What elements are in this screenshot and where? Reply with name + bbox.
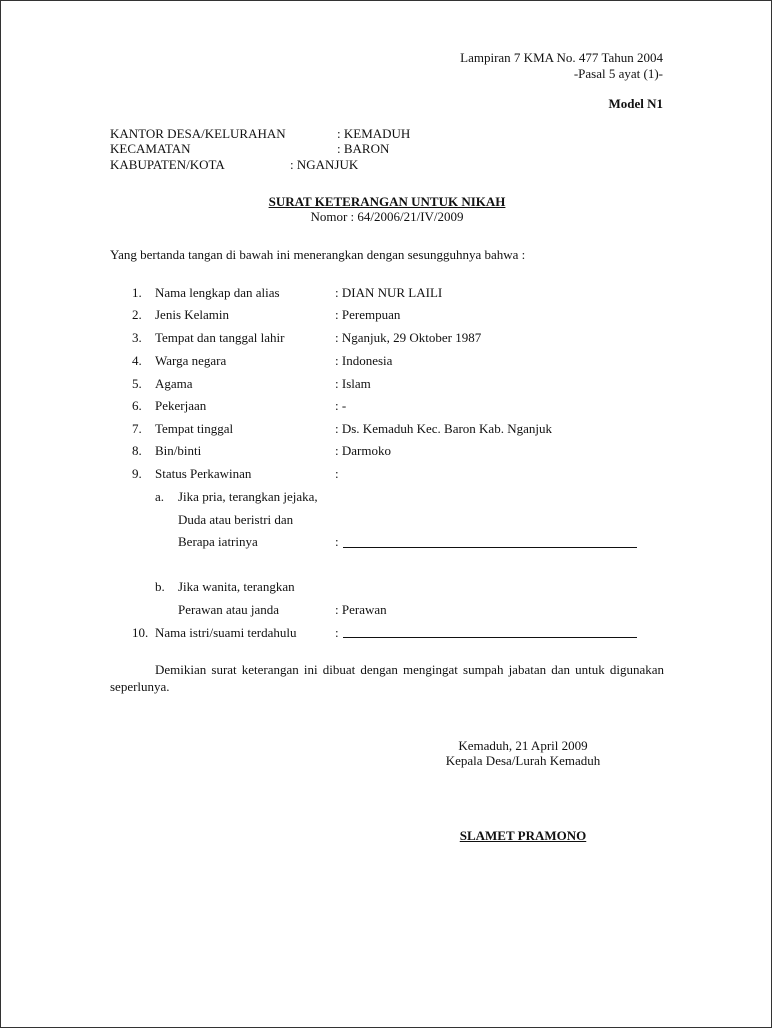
subitem-a-line1: Jika pria, terangkan jejaka, (178, 489, 318, 504)
item-value-status: : (335, 466, 339, 481)
subitem-a-line2: Duda atau beristri dan (178, 512, 294, 527)
office-value-kecamatan: : BARON (337, 141, 390, 156)
office-label-desa: KANTOR DESA/KELURAHAN (110, 126, 286, 141)
document-number: Nomor : 64/2006/21/IV/2009 (310, 209, 464, 224)
closing-paragraph: Demikian surat keterangan ini dibuat dengan mengingat sumpah jabatan dan untuk digunakan seperlunya. (110, 662, 664, 694)
item-value-bin-binti: : Darmoko (335, 443, 391, 458)
item-label-status: Status Perkawinan (155, 466, 252, 481)
item-value-warga-negara: : Indonesia (335, 353, 393, 368)
item-number: 1. (132, 285, 142, 300)
item-label-pasangan-terdahulu: Nama istri/suami terdahulu (155, 625, 297, 640)
signature-place-date: Kemaduh, 21 April 2009 (458, 738, 588, 753)
subitem-letter-b: b. (155, 579, 165, 594)
office-label-kecamatan: KECAMATAN (110, 141, 191, 156)
pasal-text: -Pasal 5 ayat (1)- (573, 66, 663, 81)
item-number: 5. (132, 376, 142, 391)
item-label-jenis-kelamin: Jenis Kelamin (155, 307, 230, 322)
item-value-pasangan-terdahulu: : (335, 625, 339, 640)
item-value-ttl: : Nganjuk, 29 Oktober 1987 (335, 330, 482, 345)
model-label: Model N1 (608, 96, 663, 111)
subitem-b-line2: Perawan atau janda (178, 602, 280, 617)
item-value-jenis-kelamin: : Perempuan (335, 307, 401, 322)
office-label-kabupaten: KABUPATEN/KOTA (110, 157, 225, 172)
item-number: 10. (132, 625, 149, 640)
item-value-pekerjaan: : - (335, 398, 347, 413)
document-title: SURAT KETERANGAN UNTUK NIKAH (268, 194, 506, 209)
subitem-b-line1: Jika wanita, terangkan (178, 579, 295, 594)
item-number: 8. (132, 443, 142, 458)
item-label-ttl: Tempat dan tanggal lahir (155, 330, 285, 345)
item-label-warga-negara: Warga negara (155, 353, 227, 368)
lampiran-text: Lampiran 7 KMA No. 477 Tahun 2004 (460, 50, 663, 65)
item-value-nama: : DIAN NUR LAILI (335, 285, 443, 300)
blank-line-10 (343, 637, 637, 638)
item-label-bin-binti: Bin/binti (155, 443, 202, 458)
item-label-agama: Agama (155, 376, 193, 391)
subitem-a-line3: Berapa iatrinya (178, 534, 258, 549)
subitem-letter-a: a. (155, 489, 165, 504)
signature-position: Kepala Desa/Lurah Kemaduh (445, 753, 601, 768)
item-label-pekerjaan: Pekerjaan (155, 398, 207, 413)
office-value-kabupaten: : NGANJUK (290, 157, 359, 172)
item-number: 6. (132, 398, 142, 413)
item-value-tempat-tinggal: : Ds. Kemaduh Kec. Baron Kab. Nganjuk (335, 421, 552, 436)
subitem-a-colon: : (335, 534, 339, 549)
item-number: 9. (132, 466, 142, 481)
item-value-agama: : Islam (335, 376, 371, 391)
item-label-tempat-tinggal: Tempat tinggal (155, 421, 234, 436)
intro-text: Yang bertanda tangan di bawah ini menerangkan dengan sesungguhnya bahwa : (110, 247, 526, 262)
item-number: 2. (132, 307, 142, 322)
item-label-nama: Nama lengkap dan alias (155, 285, 280, 300)
office-value-desa: : KEMADUH (337, 126, 411, 141)
item-number: 3. (132, 330, 142, 345)
subitem-b-value: : Perawan (335, 602, 387, 617)
item-number: 4. (132, 353, 142, 368)
signatory-name: SLAMET PRAMONO (459, 828, 587, 843)
blank-line-a (343, 547, 637, 548)
item-number: 7. (132, 421, 142, 436)
